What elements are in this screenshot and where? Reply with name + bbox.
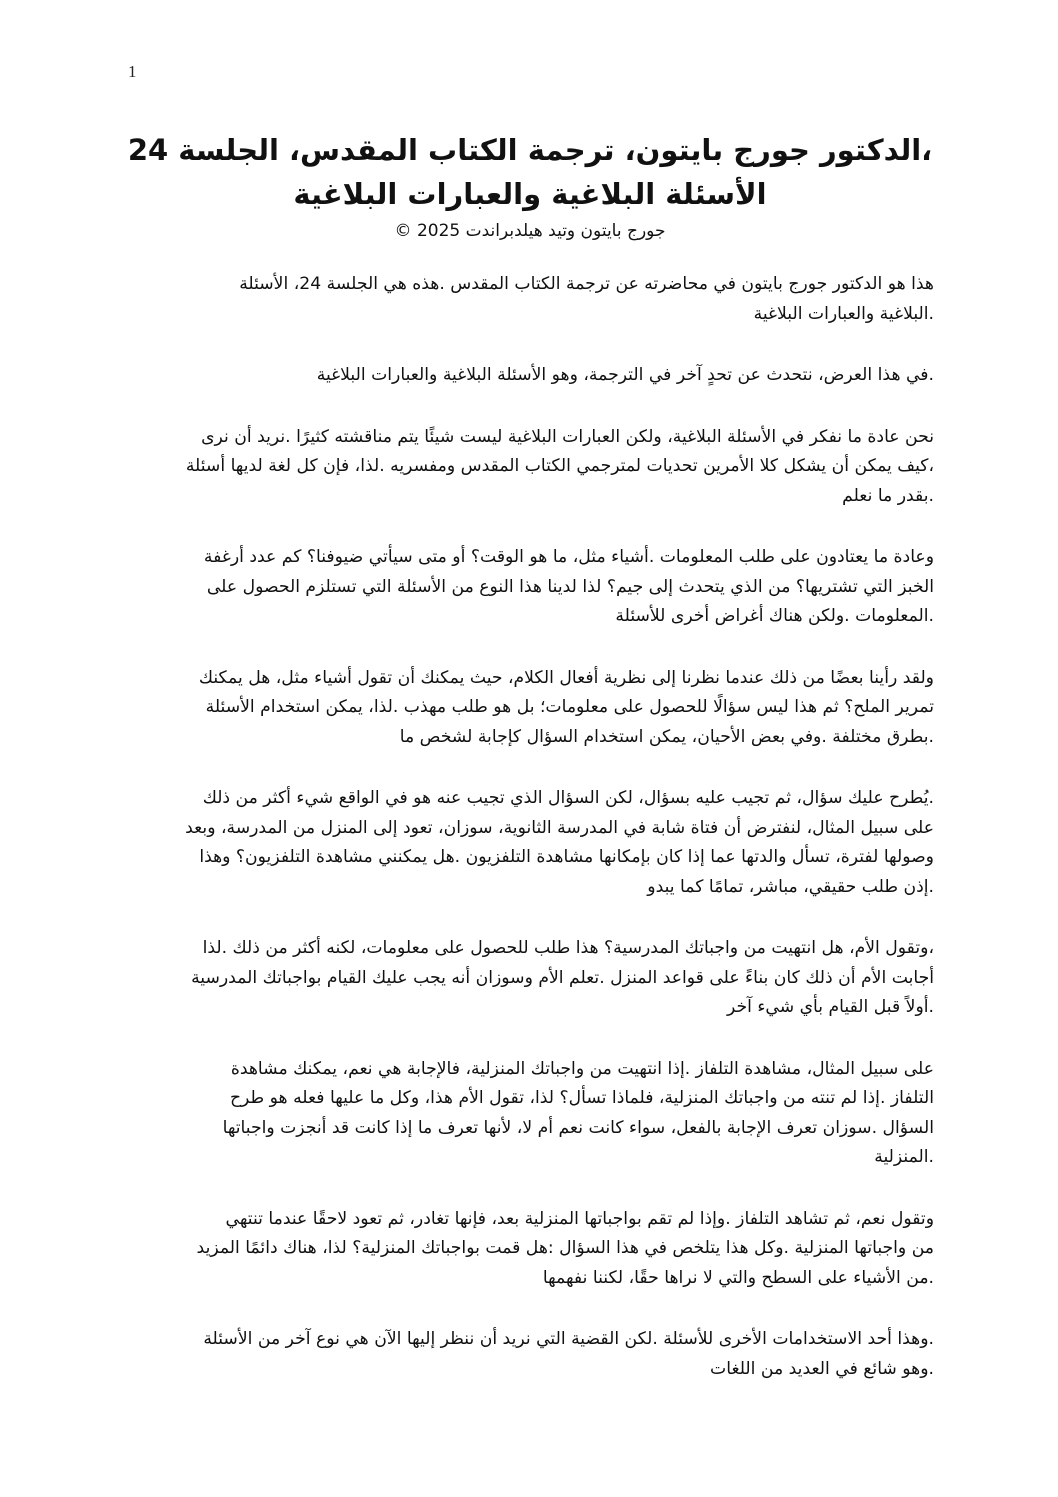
- paragraph-line: ،كيف يمكن أن يشكل كلا الأمرين تحديات لمترجمي الكتاب المقدس ومفسريه .لذا، فإن كل لغة لديها أسئلة: [185, 456, 934, 476]
- paragraph-line: وعادة ما يعتادون على طلب المعلومات .أشياء مثل، ما هو الوقت؟ أو متى سيأتي ضيوفنا؟ كم عدد أرغفة: [203, 547, 934, 567]
- paragraph-line: على سبيل المثال، مشاهدة التلفاز .إذا انتهيت من واجباتك المنزلية، فالإجابة هي نعم، يمكنك مشاهدة: [230, 1058, 934, 1079]
- paragraph-line: .المعلومات .ولكن هناك أغراض أخرى للأسئلة: [615, 606, 934, 626]
- paragraph-line: هذا هو الدكتور جورج بايتون في محاضرته عن ترجمة الكتاب المقدس .هذه هي الجلسة 24، الأسئلة: [239, 274, 934, 294]
- title-line-2: الأسئلة البلاغية والعبارات البلاغية: [293, 177, 767, 211]
- title-line-1: ،الدكتور جورج بايتون، ترجمة الكتاب المقدس، الجلسة 24: [127, 133, 933, 167]
- paragraph-3: [138, 423, 934, 512]
- paragraph-1: [178, 270, 934, 329]
- paragraph-line: نحن عادة ما نفكر في الأسئلة البلاغية، ولكن العبارات البلاغية ليست شيئًا يتم مناقشته كثيرًا .نريد أن نرى: [201, 426, 934, 447]
- page-number: 1: [128, 62, 137, 81]
- paragraph-line: .إذن طلب حقيقي، مباشر، تمامًا كما يبدو: [647, 876, 934, 897]
- paragraph-10: [138, 1325, 934, 1384]
- paragraph-line: .وهو شائع في العديد من اللغات: [710, 1358, 934, 1379]
- paragraph-line: .في هذا العرض، نتحدث عن تحدٍ آخر في الترجمة، وهو الأسئلة البلاغية والعبارات البلاغية: [316, 365, 934, 385]
- paragraph-line: السؤال .سوزان تعرف الإجابة بالفعل، سواء كانت نعم أم لا، لأنها تعرف ما إذا كانت قد أنجزت واجباتها: [222, 1117, 934, 1138]
- paragraph-line: .وهذا أحد الاستخدامات الأخرى للأسئلة .لكن القضية التي نريد أن ننظر إليها الآن هي نوع آخر من الأسئلة: [203, 1329, 934, 1349]
- paragraph-6: [138, 784, 934, 902]
- paragraph-line: الخبز التي تشتريها؟ من الذي يتحدث إلى جيم؟ لذا لدينا هذا النوع من الأسئلة التي تستلزم الحصول على: [206, 576, 934, 597]
- paragraph-line: .من الأشياء على السطح والتي لا نراها حقًا، لكننا نفهمها: [542, 1267, 934, 1288]
- paragraph-line: التلفاز .إذا لم تنته من واجباتك المنزلية، فلماذا تسأل؟ لذا، تقول الأم هذا، وكل ما عليها فعله هو طرح: [229, 1088, 934, 1108]
- paragraph-line: .بقدر ما نعلم: [842, 485, 934, 506]
- paragraph-line: وصولها لفترة، تسأل والدتها عما إذا كان بإمكانها مشاهدة التلفزيون .هل يمكنني مشاهدة التلفزيون؟ وهذا: [199, 847, 934, 867]
- paragraph-line: .بطرق مختلفة .وفي بعض الأحيان، يمكن استخدام السؤال كإجابة لشخص ما: [399, 726, 934, 747]
- document-body: [138, 270, 934, 1416]
- paragraph-line: وتقول نعم، ثم تشاهد التلفاز .وإذا لم تقم بواجباتها المنزلية بعد، فإنها تغادر، ثم تعود لاحقًا عندما تنتهي: [225, 1208, 934, 1229]
- paragraph-line: على سبيل المثال، لنفترض أن فتاة شابة في المدرسة الثانوية، سوزان، تعود إلى المنزل من المدرسة، وبعد: [185, 817, 934, 838]
- paragraph-line: .البلاغية والعبارات البلاغية: [753, 303, 934, 324]
- paragraph-4: [138, 543, 934, 632]
- paragraph-line: .المنزلية: [874, 1147, 934, 1167]
- paragraph-line: تمرير الملح؟ ثم هذا ليس سؤالًا للحصول على معلومات؛ بل هو طلب مهذب .لذا، يمكن استخدام الأسئلة: [205, 697, 934, 717]
- paragraph-line: من واجباتها المنزلية .وكل هذا يتلخص في هذا السؤال :هل قمت بواجباتك المنزلية؟ لذا، هناك دائمًا المزيد: [196, 1238, 934, 1258]
- paragraph-7: [138, 934, 934, 1023]
- paragraph-line: ولقد رأينا بعضًا من ذلك عندما نظرنا إلى نظرية أفعال الكلام، حيث يمكنك أن تقول أشياء مثل، هل يمكنك: [198, 667, 934, 688]
- paragraph-line: ،وتقول الأم، هل انتهيت من واجباتك المدرسية؟ هذا طلب للحصول على معلومات، لكنه أكثر من ذلك .لذا: [202, 938, 934, 958]
- paragraph-line: .أولاً قبل القيام بأي شيء آخر: [726, 997, 934, 1017]
- paragraph-9: [138, 1205, 934, 1294]
- paragraph-2: [138, 361, 934, 391]
- paragraph-line: .يُطرح عليك سؤال، ثم تجيب عليه بسؤال، لكن السؤال الذي تجيب عنه هو في الواقع شيء أكثر من ذلك: [202, 788, 934, 808]
- title-block: [120, 128, 940, 244]
- paragraph-5: [138, 664, 934, 753]
- paragraph-8: [178, 1055, 934, 1173]
- copyright-line: جورج بايتون وتيد هيلدبراندت 2025 ©: [394, 221, 666, 241]
- paragraph-line: أجابت الأم أن ذلك كان بناءً على قواعد المنزل .تعلم الأم وسوزان أنه يجب عليك القيام بواجباتك المدرسية: [191, 967, 934, 988]
